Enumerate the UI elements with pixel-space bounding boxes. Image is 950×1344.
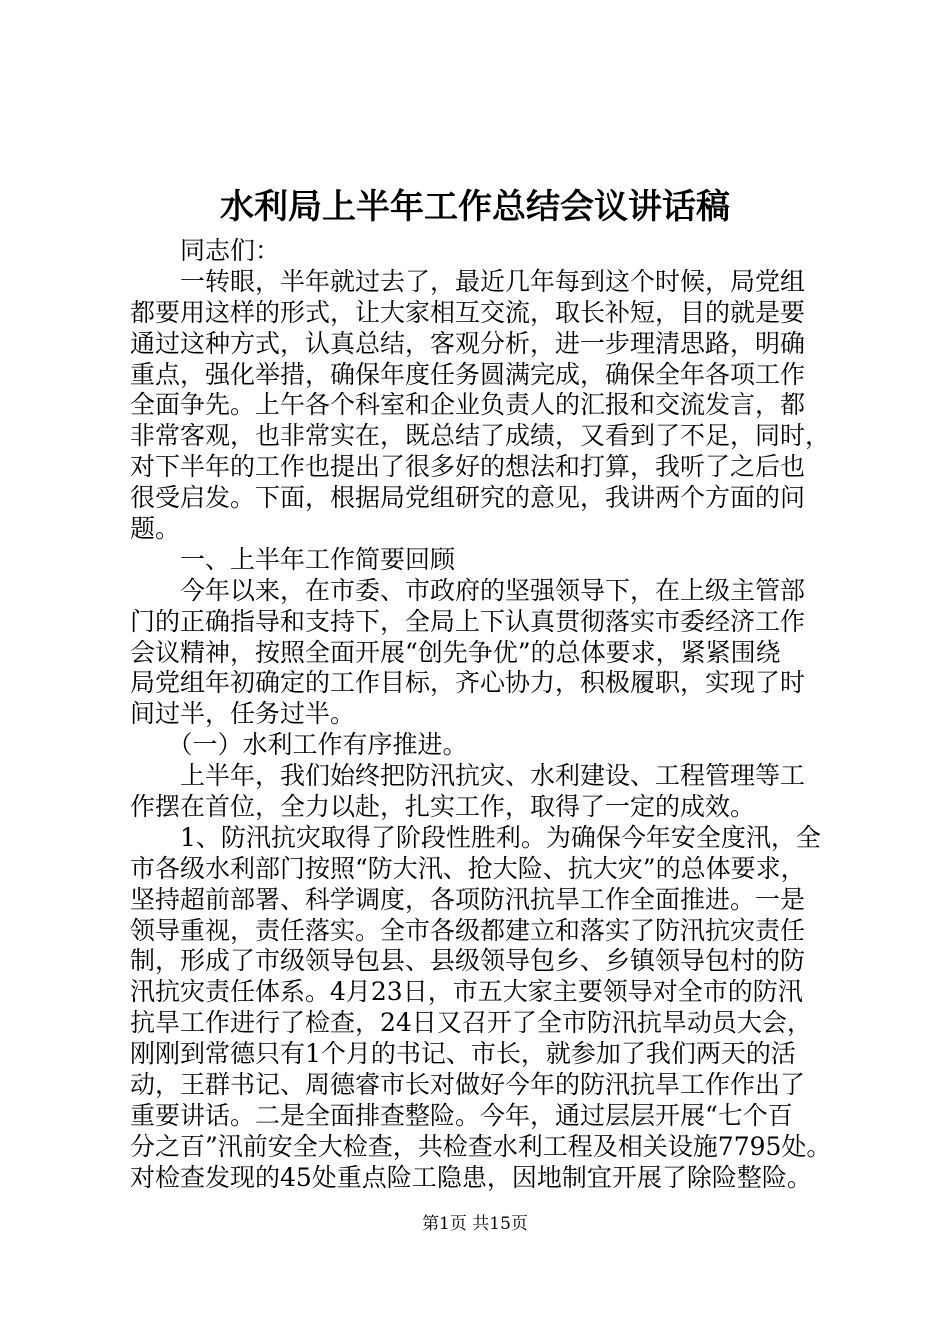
body-line: 作摆在首位，全力以赴，扎实工作，取得了一定的成效。 (130, 792, 756, 822)
body-line: 重点，强化举措，确保年度任务圆满完成，确保全年各项工作 (130, 359, 806, 389)
body-line: 今年以来，在市委、市政府的坚强领导下，在上级主管部 (130, 575, 806, 605)
body-line: 重要讲话。二是全面排查整险。今年，通过层层开展“七个百 (130, 1100, 793, 1130)
body-line: 分之百”汛前安全大检查，共检查水利工程及相关设施7795处。 (130, 1131, 832, 1161)
body-line: 动，王群书记、周德睿市长对做好今年的防汛抗旱工作作出了 (130, 1070, 806, 1100)
body-line: 对下半年的工作也提出了很多好的想法和打算，我听了之后也 (130, 452, 806, 482)
body-line: 很受启发。下面，根据局党组研究的意见，我讲两个方面的问 (130, 483, 806, 513)
body-line: 坚持超前部署、科学调度，各项防汛抗旱工作全面推进。一是 (130, 884, 806, 914)
section-heading: 一、上半年工作简要回顾 (130, 544, 456, 574)
body-line: 汛抗灾责任体系。4月23日，市五大家主要领导对全市的防汛 (130, 977, 803, 1007)
body-line: 门的正确指导和支持下，全局上下认真贯彻落实市委经济工作 (130, 606, 806, 636)
body-line: 上半年，我们始终把防汛抗灾、水利建设、工程管理等工 (130, 761, 806, 791)
subsection-heading: （一）水利工作有序推进。 (130, 730, 468, 760)
body-line: 1、防汛抗灾取得了阶段性胜利。为确保今年安全度汛，全 (130, 822, 821, 852)
body-line: 同志们： (130, 236, 281, 265)
body-line: 会议精神，按照全面开展“创先争优”的总体要求，紧紧围绕 (130, 637, 781, 667)
body-line: 领导重视，责任落实。全市各级都建立和落实了防汛抗灾责任 (130, 915, 806, 945)
body-line: 市各级水利部门按照“防大汛、抢大险、抗大灾”的总体要求， (130, 853, 806, 883)
body-line: 抗旱工作进行了检查，24日又召开了全市防汛抗旱动员大会， (130, 1008, 812, 1038)
body-line: 制，形成了市级领导包县、县级领导包乡、乡镇领导包村的防 (130, 946, 806, 976)
document-title: 水利局上半年工作总结会议讲话稿 (220, 187, 730, 227)
body-line: 题。 (130, 514, 181, 544)
document-body (130, 236, 830, 1194)
body-line: 刚刚到常德只有1个月的书记、市长，就参加了我们两天的活 (130, 1039, 796, 1069)
body-line: 非常客观，也非常实在，既总结了成绩，又看到了不足，同时， (130, 421, 831, 451)
body-line: 间过半，任务过半。 (130, 699, 356, 729)
page-number-footer: 第1页 共15页 (422, 1214, 528, 1234)
body-line: 通过这种方式，认真总结，客观分析，进一步理清思路，明确 (130, 328, 806, 358)
body-line: 一转眼，半年就过去了，最近几年每到这个时候，局党组 (130, 266, 806, 296)
body-line: 全面争先。上午各个科室和企业负责人的汇报和交流发言，都 (130, 390, 806, 420)
body-line: 局党组年初确定的工作目标，齐心协力，积极履职，实现了时 (130, 668, 806, 698)
body-line: 都要用这样的形式，让大家相互交流，取长补短，目的就是要 (130, 297, 806, 327)
body-line: 对检查发现的45处重点险工隐患，因地制宜开展了除险整险。 (130, 1162, 812, 1192)
